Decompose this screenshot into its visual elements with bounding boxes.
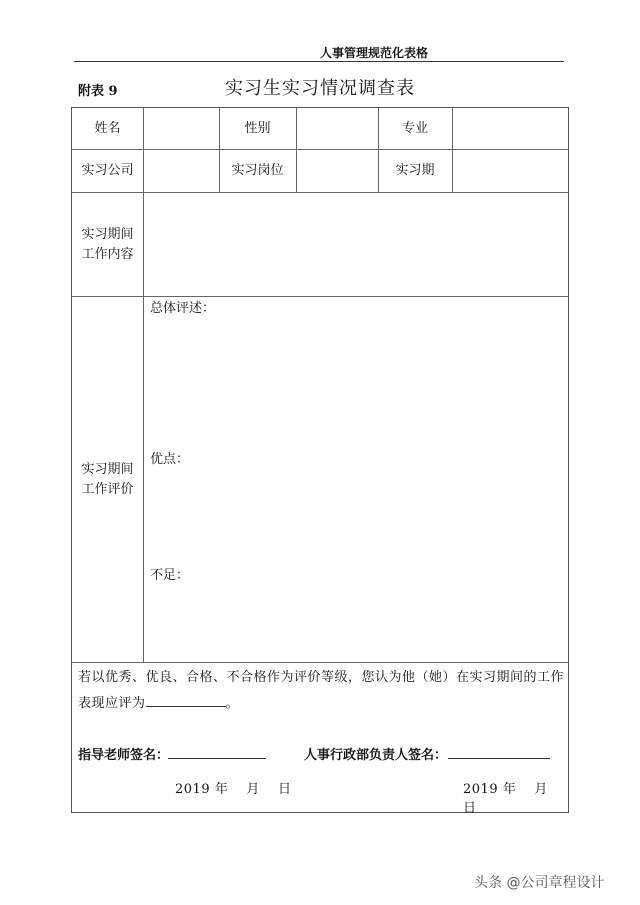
overall-comment-input[interactable]	[144, 316, 568, 444]
row-divider	[72, 149, 568, 150]
appendix-label: 附表 9	[78, 84, 118, 99]
overall-comment-label: 总体评述：	[150, 301, 216, 316]
evaluation-label-line1: 实习期间	[81, 461, 134, 477]
major-input[interactable]	[453, 109, 568, 148]
header-divider	[74, 61, 564, 62]
period-label: 实习期	[395, 163, 435, 178]
work-content-label	[72, 193, 143, 296]
name-label: 姓名	[94, 120, 121, 136]
work-content-label-line2: 工作内容	[81, 246, 134, 262]
hr-signature-line[interactable]	[448, 758, 550, 759]
header-text: 人事管理规范化表格	[320, 46, 429, 60]
rating-text-end: 。	[225, 696, 240, 711]
survey-form	[71, 107, 569, 816]
watermark: 头条 @公司章程设计	[474, 875, 605, 891]
hr-signature-label: 人事行政部负责人签名：	[304, 748, 448, 763]
weaknesses-label: 不足：	[150, 568, 190, 583]
work-content-label-line1: 实习期间	[81, 226, 134, 242]
row-divider	[72, 662, 568, 663]
mentor-signature-label: 指导老师签名：	[78, 748, 170, 763]
page-title: 实习生实习情况调查表	[225, 78, 415, 99]
mentor-date: 2019 年 月 日	[175, 782, 292, 797]
name-input[interactable]	[144, 109, 218, 148]
company-label: 实习公司	[81, 163, 134, 178]
rating-paragraph	[78, 665, 566, 717]
strengths-label: 优点：	[150, 452, 190, 467]
gender-input[interactable]	[297, 109, 377, 148]
position-label: 实习岗位	[231, 163, 284, 178]
position-input[interactable]	[297, 151, 377, 191]
rating-blank[interactable]	[146, 692, 226, 707]
period-input[interactable]	[453, 151, 568, 191]
gender-label: 性别	[244, 120, 271, 136]
weaknesses-input[interactable]	[144, 584, 568, 660]
company-input[interactable]	[144, 151, 218, 191]
row-divider	[72, 296, 568, 297]
major-label: 专业	[401, 120, 428, 136]
evaluation-label	[72, 297, 143, 662]
strengths-input[interactable]	[144, 468, 568, 560]
evaluation-label-line2: 工作评价	[81, 481, 134, 497]
mentor-signature-line[interactable]	[168, 758, 266, 759]
hr-date: 2019 年 月 日	[463, 782, 566, 816]
work-content-input[interactable]	[144, 193, 568, 295]
rating-text: 若以优秀、优良、合格、不合格作为评价等级，您认为他（她）在实习期间的工作表现应评为	[78, 670, 565, 711]
